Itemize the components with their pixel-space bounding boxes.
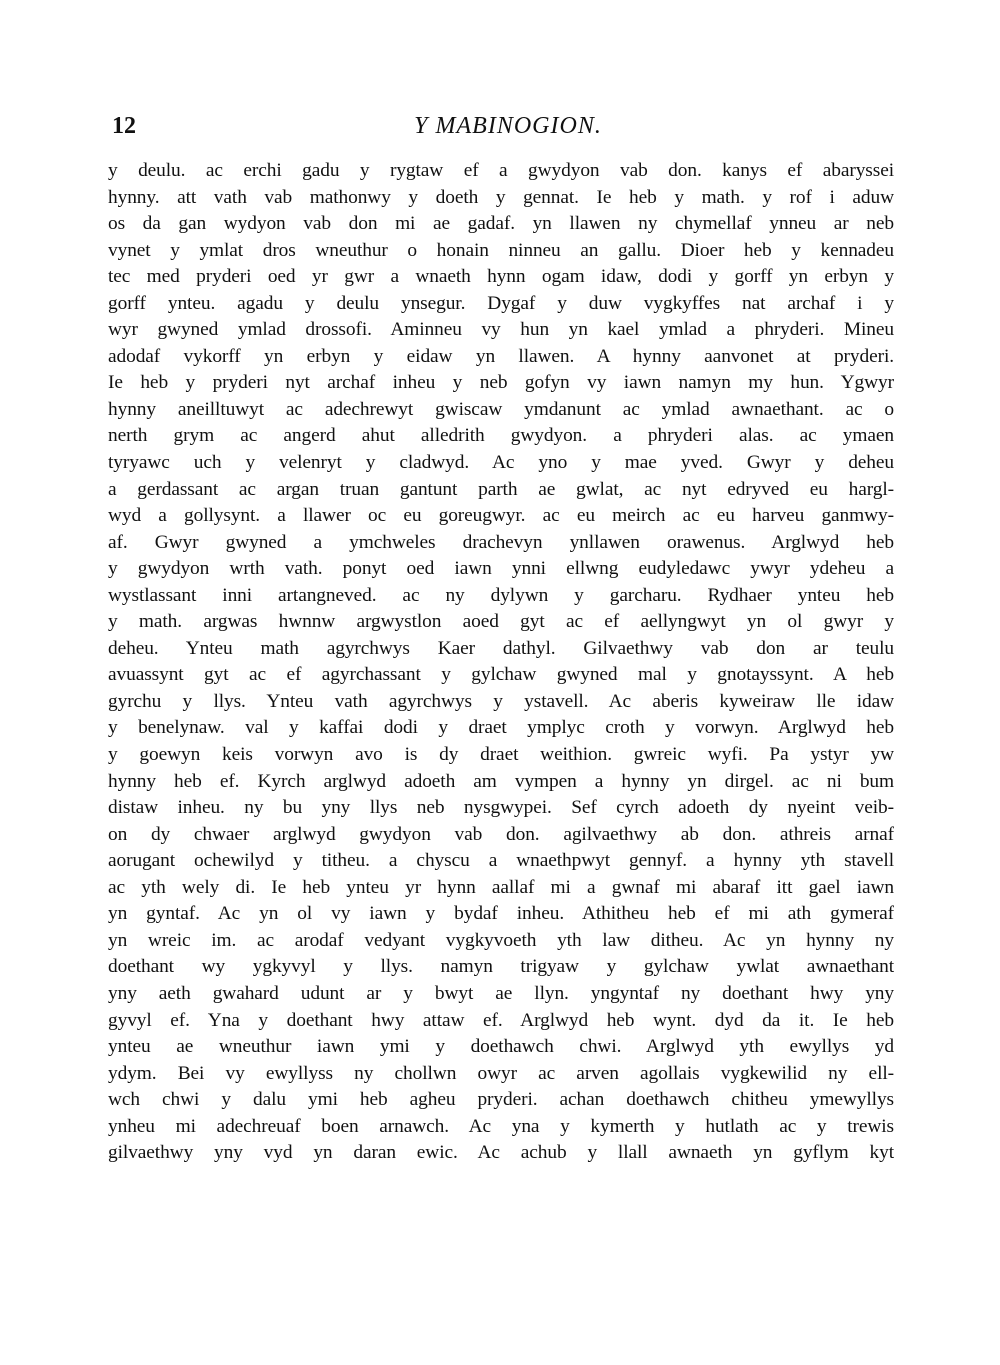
text-line: gyrchu y llys. Ynteu vath agyrchwys y ystavell. Ac aberis kyweiraw lle idaw: [108, 690, 894, 712]
text-line: wystlassant inni artangneved. ac ny dylywn y garcharu. Rydhaer ynteu heb: [108, 584, 894, 606]
text-line: ydym. Bei vy ewyllyss ny chollwn owyr ac arven agollais vygkewilid ny ell-: [108, 1062, 894, 1084]
text-line: tec med pryderi oed yr gwr a wnaeth hynn ogam idaw, dodi y gorff yn erbyn y: [108, 266, 894, 288]
page-number: 12: [112, 113, 136, 139]
text-line: distaw inheu. ny bu yny llys neb nysgwypei. Sef cyrch adoeth dy nyeint veib-: [108, 797, 894, 819]
text-line: doethant wy ygkyvyl y llys. namyn trigyaw y gylchaw ywlat awnaethant: [108, 956, 894, 978]
text-line: yn gyntaf. Ac yn ol vy iawn y bydaf inheu. Athitheu heb ef mi ath gymeraf: [108, 903, 894, 925]
text-line: ynteu ae wneuthur iawn ymi y doethawch chwi. Arglwyd yth ewyllys yd: [108, 1036, 894, 1058]
text-line: gilvaethwy yny vyd yn daran ewic. Ac achub y llall awnaeth yn gyflym kyt: [108, 1142, 894, 1164]
text-line: ynheu mi adechreuaf boen arnawch. Ac yna y kymerth y hutlath ac y trewis: [108, 1115, 894, 1137]
text-line: wyd a gollysynt. a llawer oc eu goreugwyr. ac eu meirch ac eu harveu ganmwy-: [108, 505, 894, 527]
text-line: hynny heb ef. Kyrch arglwyd adoeth am vympen a hynny yn dirgel. ac ni bum: [108, 770, 894, 792]
text-line: nerth grym ac angerd ahut alledrith gwydyon. a phryderi alas. ac ymaen: [108, 425, 894, 447]
text-line: on dy chwaer arglwyd gwydyon vab don. agilvaethwy ab don. athreis arnaf: [108, 823, 894, 845]
text-line: yny aeth gwahard udunt ar y bwyt ae llyn. yngyntaf ny doethant hwy yny: [108, 982, 894, 1004]
text-line: ac yth wely di. Ie heb ynteu yr hynn aallaf mi a gwnaf mi abaraf itt gael iawn: [108, 876, 894, 898]
text-line: wch chwi y dalu ymi heb agheu pryderi. achan doethawch chitheu ymewyllys: [108, 1089, 894, 1111]
running-title: [0, 113, 1000, 140]
text-line: vynet y ymlat dros wneuthur o honain ninneu an gallu. Dioer heb y kennadeu: [108, 239, 894, 261]
text-line: aorugant ochewilyd y titheu. a chyscu a wnaethpwyt gennyf. a hynny yth stavell: [108, 850, 894, 872]
text-line: y goewyn keis vorwyn avo is dy draet weithion. gwreic wyfi. Pa ystyr yw: [108, 744, 894, 766]
text-line: gorff ynteu. agadu y deulu ynsegur. Dygaf y duw vygkyffes nat archaf i y: [108, 292, 894, 314]
text-line: tyryawc uch y velenryt y cladwyd. Ac yno y mae yved. Gwyr y deheu: [108, 452, 894, 474]
text-line: adodaf vykorff yn erbyn y eidaw yn llawen. A hynny aanvonet at pryderi.: [108, 345, 894, 367]
text-line: wyr gwyned ymlad drossofi. Aminneu vy hun yn kael ymlad a phryderi. Mineu: [108, 319, 894, 341]
text-line: os da gan wydyon vab don mi ae gadaf. yn llawen ny chymellaf ynneu ar neb: [108, 213, 894, 235]
text-line: deheu. Ynteu math agyrchwys Kaer dathyl. Gilvaethwy vab don ar teulu: [108, 637, 894, 659]
body-text: [108, 158, 894, 1167]
text-line: af. Gwyr gwyned a ymchweles drachevyn ynllawen orawenus. Arglwyd heb: [108, 531, 894, 553]
text-line: y deulu. ac erchi gadu y rygtaw ef a gwydyon vab don. kanys ef abaryssei: [108, 160, 894, 181]
text-line: y gwydyon wrth vath. ponyt oed iawn ynni ellwng eudyledawc ywyr ydeheu a: [108, 558, 894, 580]
text-line: Ie heb y pryderi nyt archaf inheu y neb gofyn vy iawn namyn my hun. Ygwyr: [108, 372, 894, 394]
text-line: avuassynt gyt ac ef agyrchassant y gylchaw gwyned mal y gnotayssynt. A heb: [108, 664, 894, 686]
text-line: yn wreic im. ac arodaf vedyant vygkyvoeth yth law ditheu. Ac yn hynny ny: [108, 929, 894, 951]
text-line: y math. argwas hwnnw argwystlon aoed gyt ac ef aellyngwyt yn ol gwyr y: [108, 611, 894, 633]
running-title-text: Y MABINOGION.: [414, 113, 602, 139]
text-line: hynny. att vath vab mathonwy y doeth y gennat. Ie heb y math. y rof i aduw: [108, 186, 894, 208]
text-line: a gerdassant ac argan truan gantunt parth ae gwlat, ac nyt edryved eu hargl-: [108, 478, 894, 500]
text-line: hynny aneilltuwyt ac adechrewyt gwiscaw ymdanunt ac ymlad awnaethant. ac o: [108, 398, 894, 420]
text-line: y benelynaw. val y kaffai dodi y draet ymplyc croth y vorwyn. Arglwyd heb: [108, 717, 894, 739]
text-line: gyvyl ef. Yna y doethant hwy attaw ef. Arglwyd heb wynt. dyd da it. Ie heb: [108, 1009, 894, 1031]
